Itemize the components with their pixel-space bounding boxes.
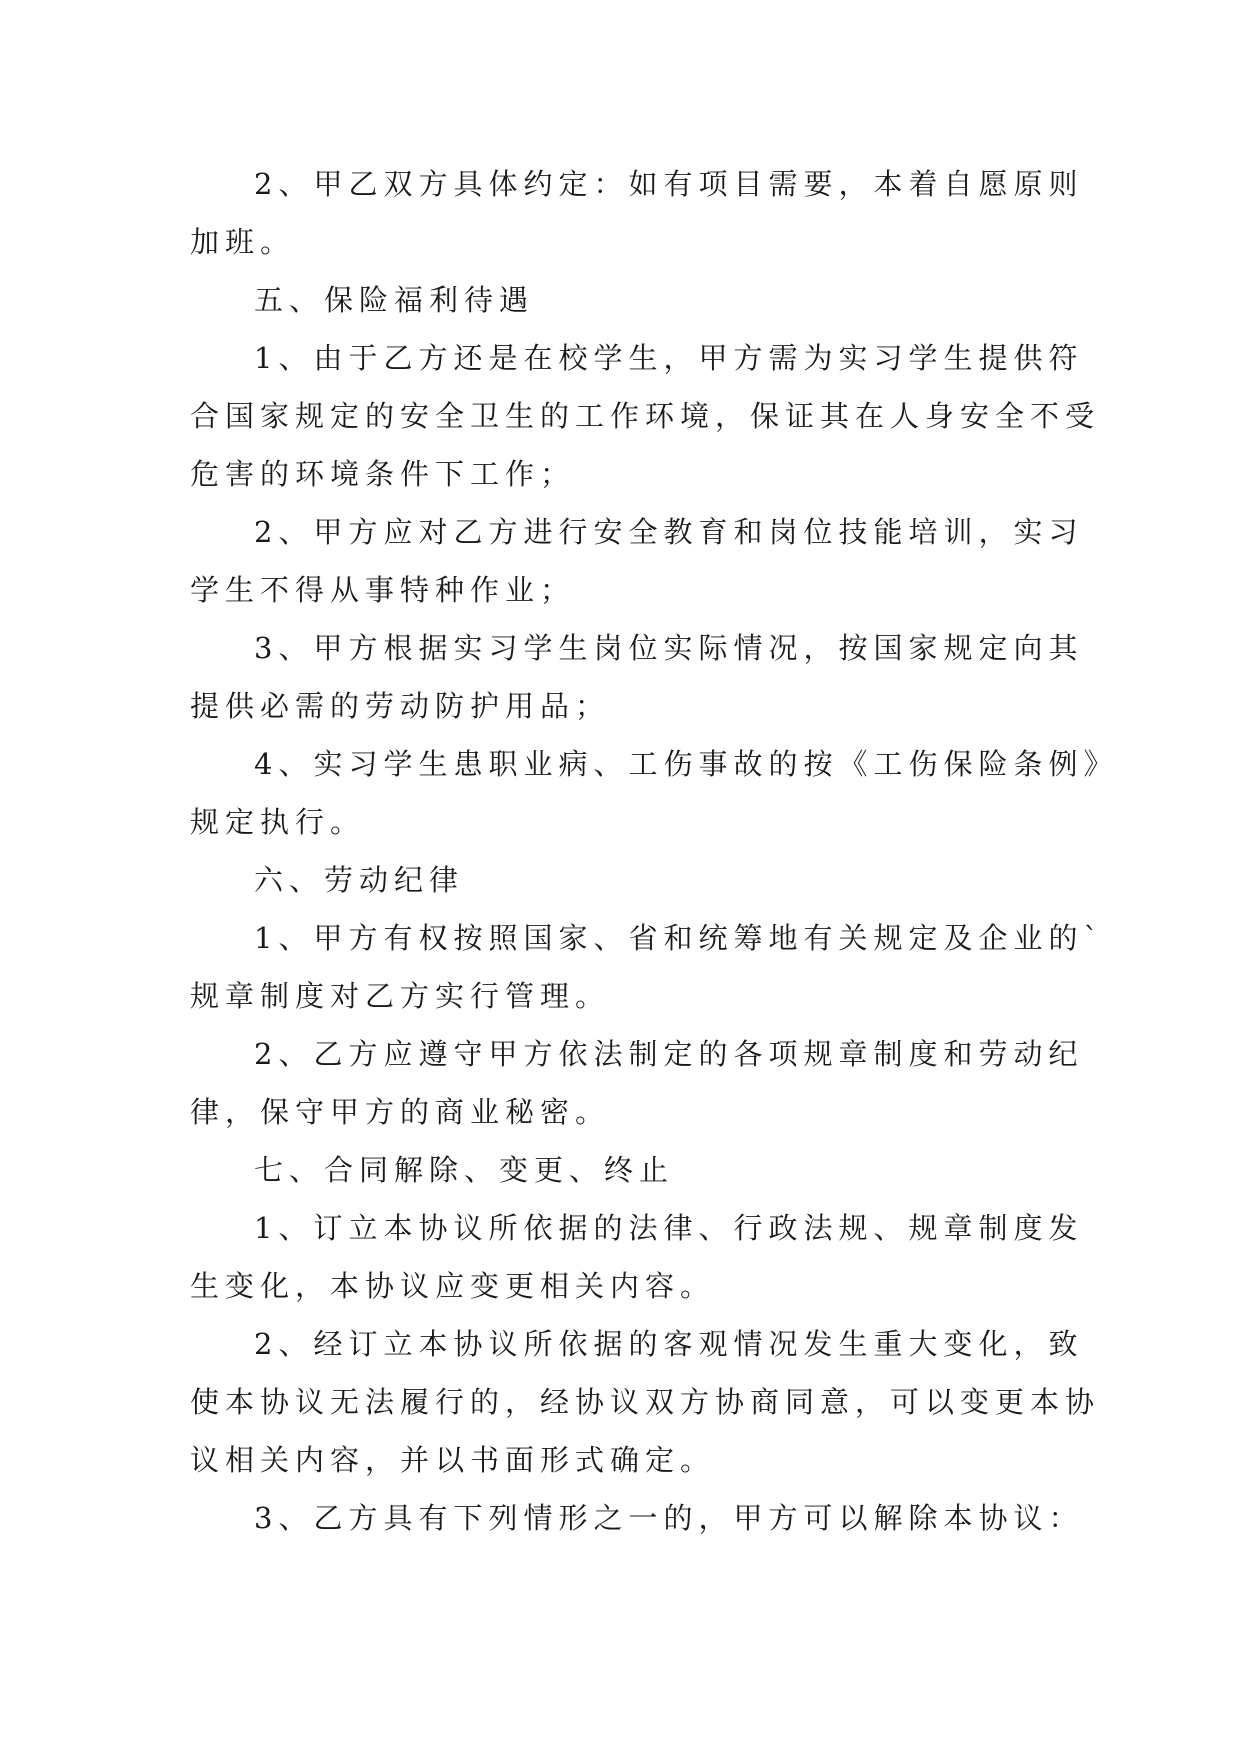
text-line: 1、订立本协议所依据的法律、行政法规、规章制度发 <box>254 1211 1084 1245</box>
section-heading: 六、劳动纪律 <box>254 863 465 897</box>
text-line: 4、实习学生患职业病、工伤事故的按《工伤保险条例》 <box>254 747 1119 781</box>
text-line: 加班。 <box>190 225 296 259</box>
text-line: 合国家规定的安全卫生的工作环境，保证其在人身安全不受 <box>190 399 1101 433</box>
text-line: 2、经订立本协议所依据的客观情况发生重大变化，致 <box>254 1327 1084 1361</box>
text-line: 2、甲乙双方具体约定：如有项目需要，本着自愿原则 <box>254 167 1084 201</box>
text-line: 1、由于乙方还是在校学生，甲方需为实习学生提供符 <box>254 341 1084 375</box>
text-line: 使本协议无法履行的，经协议双方协商同意，可以变更本协 <box>190 1385 1101 1419</box>
text-line: 危害的环境条件下工作； <box>190 457 576 491</box>
text-line: 议相关内容，并以书面形式确定。 <box>190 1443 716 1477</box>
section-heading: 五、保险福利待遇 <box>254 283 535 317</box>
text-line: 律，保守甲方的商业秘密。 <box>190 1095 611 1129</box>
text-line: 规定执行。 <box>190 805 366 839</box>
section-heading: 七、合同解除、变更、终止 <box>254 1153 675 1187</box>
text-line: 生变化，本协议应变更相关内容。 <box>190 1269 716 1303</box>
text-line: 提供必需的劳动防护用品； <box>190 689 611 723</box>
text-line: 3、甲方根据实习学生岗位实际情况，按国家规定向其 <box>254 631 1084 665</box>
text-line: 规章制度对乙方实行管理。 <box>190 979 611 1013</box>
text-line: 1、甲方有权按照国家、省和统筹地有关规定及企业的` <box>254 921 1104 955</box>
text-line: 2、乙方应遵守甲方依法制定的各项规章制度和劳动纪 <box>254 1037 1084 1071</box>
text-line: 3、乙方具有下列情形之一的，甲方可以解除本协议： <box>254 1501 1084 1535</box>
text-line: 2、甲方应对乙方进行安全教育和岗位技能培训，实习 <box>254 515 1084 549</box>
text-line: 学生不得从事特种作业； <box>190 573 576 607</box>
